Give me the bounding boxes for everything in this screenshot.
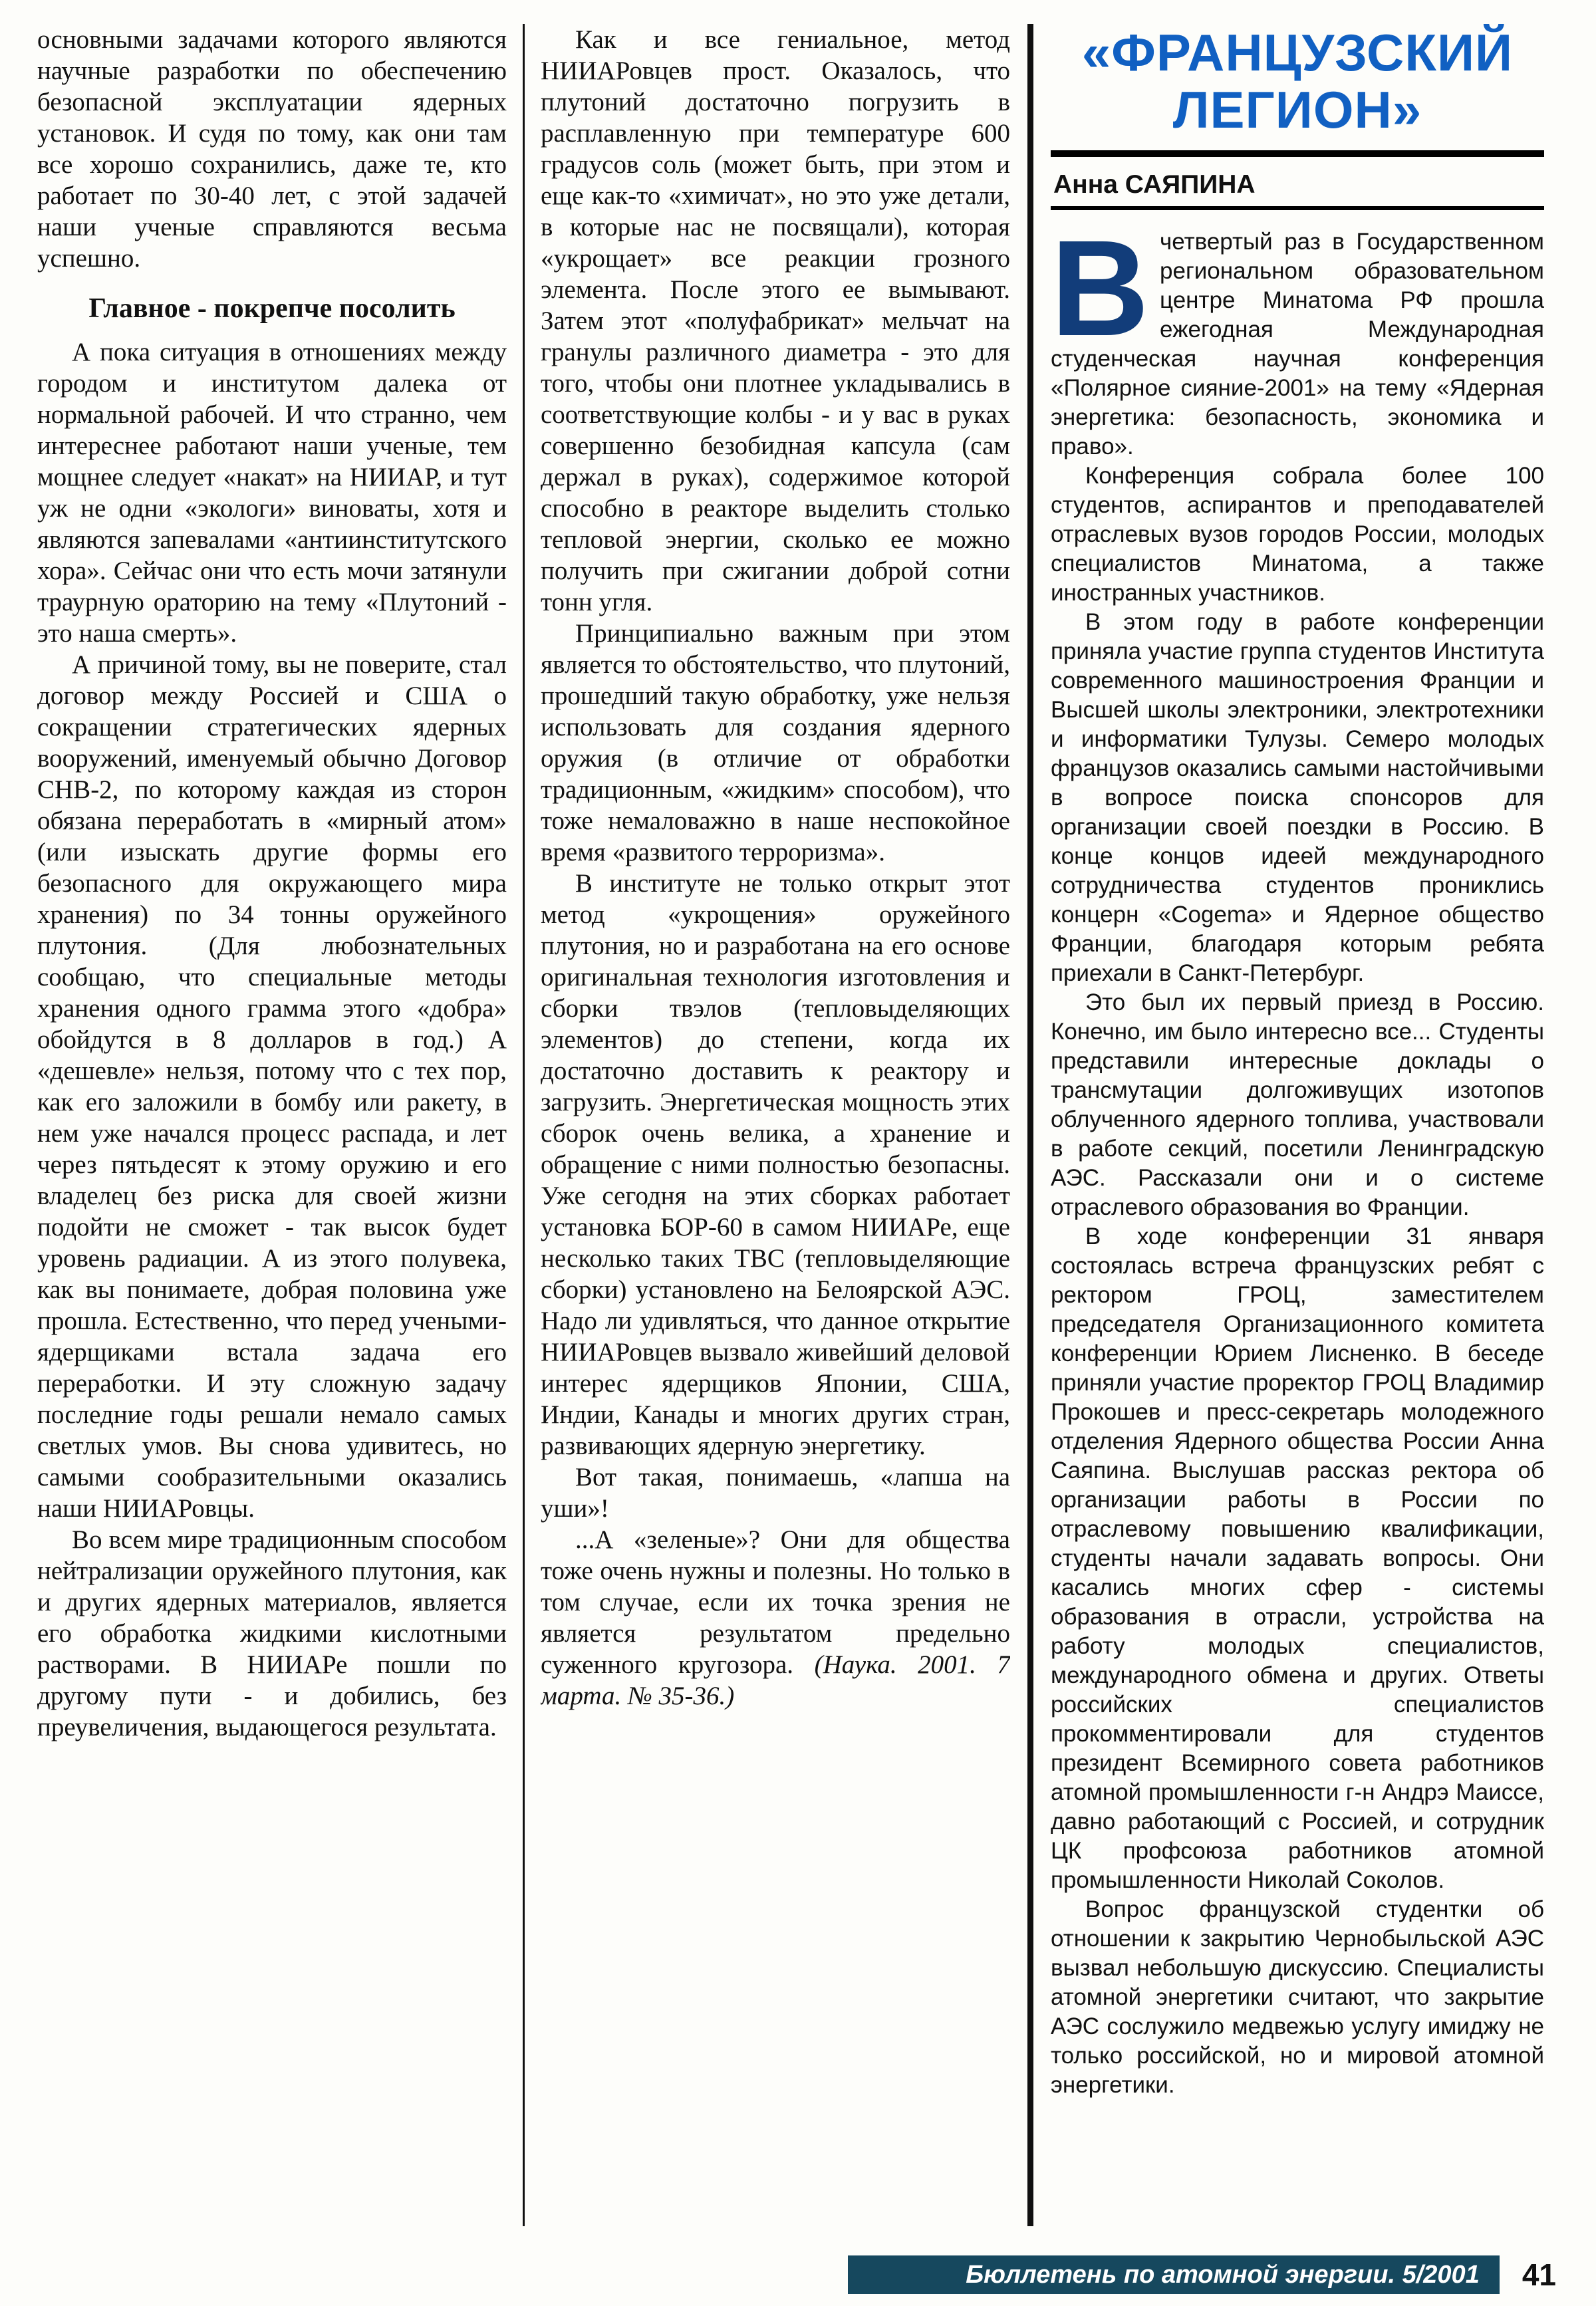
closing-paragraph: [541, 1524, 1010, 1712]
closing-text: ...А «зеленые»? Они для общества тоже очень нужны и полезны. Но только в том случае, если их точка зрения не является результатом предельно суженного кругозора.: [541, 1525, 1010, 1679]
paragraph: Конференция собрала более 100 студентов, аспирантов и преподавателей отраслевых вузов городов России, молодых специалистов Минатома, а также иностранных участников.: [1051, 463, 1544, 606]
column-divider-thick: [1027, 24, 1033, 2226]
author-byline: Анна САЯПИНА: [1053, 170, 1256, 199]
lead-paragraph: [1051, 212, 1544, 461]
byline-rule: [1051, 206, 1544, 210]
columns-container: [37, 24, 1557, 2226]
page-footer: [848, 2255, 1556, 2294]
paragraph: В ходе конференции 31 января состоялась встреча французских ребят с ректором ГРОЦ, заместителем председателя Организационного комитета конференции Юрием Лисненко. В беседе приняли участие проректор ГРОЦ Владимир Прокошев и пресс-секретарь молодежного отделения Ядерного общества России Анна Саяпина. Выслушав рассказ ректора об организации работы в России по отраслевому повышению квалификации, студенты начали задавать вопросы. Они касались многих сфер - системы образования в отрасли, устройства на работу молодых специалистов, международного обмена и других. Ответы российских специалистов прокомментировали для студентов президент Всемирного совета работников атомной промышленности г-н Андрэ Маиссе, давно работающий с Россией, и сотрудник ЦК профсоюза работников атомной промышленности Николай Соколов.: [1051, 1223, 1544, 1893]
article-title: «ФРАНЦУЗСКИЙ ЛЕГИОН»: [1081, 24, 1514, 139]
column-divider-thin: [523, 24, 525, 2226]
page-number: 41: [1522, 2257, 1556, 2292]
paragraph: Принципиально важным при этом является то обстоятельство, что плутоний, прошедший такую обработку, уже нельзя использовать для создания ядерного оружия (в отличие от обработки традиционным, «жидким» способом), что тоже немаловажно в наше неспокойное время «развитого терроризма».: [541, 619, 1010, 866]
paragraph: Как и все гениальное, метод НИИАРовцев прост. Оказалось, что плутоний достаточно погрузить в расплавленную при температуре 600 градусов соль (может быть, при этом и еще как-то «химичат», но это уже детали, в которые нас не посвящали), которая «укрощает» все реакции грозного элемента. После этого ее вымывают. Затем этот «полуфабрикат» мельчат на гранулы различного диаметра - это для того, чтобы они плотнее укладывались в соответствующие колбы - и у вас в руках совершенно безобидная капсула (сам держал в руках), содержимое которой способно в реакторе выделить столько тепловой энергии, сколько ее можно получить при сжигании доброй сотни тонн угля.: [541, 25, 1010, 616]
column-middle: [541, 24, 1010, 2226]
paragraph: основными задачами которого являются научные разработки по обеспечению безопасной эксплуатации ядерных установок. И судя по тому, как они там все хорошо сохранились, даже те, кто работает по 30-40 лет, с этой задачей наши ученые справляются весьма успешно.: [37, 25, 507, 273]
column-right: [1051, 24, 1544, 2226]
paragraph: В этом году в работе конференции приняла участие группа студентов Института современного машиностроения Франции и Высшей школы электроники, электротехники и информатики Тулузы. Семеро молодых французов оказались самыми настойчивыми в вопросе поиска спонсоров для организации своей поездки в Россию. В конце концов идеей международного сотрудничества студентов прониклись концерн «Cogema» и Ядерное общество Франции, благодаря которым ребята приехали в Санкт-Петербург.: [1051, 609, 1544, 986]
lead-text: четвертый раз в Государственном региональном образовательном центре Минатома РФ прошла ежегодная Международная студенческая научная конференция «Полярное сияние-2001» на тему «Ядерная энергетика: безопасность, экономика и право».: [1051, 229, 1544, 459]
column-left: [37, 24, 507, 2226]
title-rule: [1051, 150, 1544, 157]
drop-cap: В: [1051, 212, 1150, 364]
paragraph: А причиной тому, вы не поверите, стал договор между Россией и США о сокращении стратегических ядерных вооружений, именуемый обычно Договор СНВ-2, по которому каждая из сторон обязана переработать в «мирный атом» (или изыскать другие формы его безопасного для окружающего мира хранения) по 34 тонны оружейного плутония. (Для любознательных сообщаю, что специальные методы хранения одного грамма этого «добра» обойдутся в 8 долларов в год.) А «дешевле» нельзя, потому что с тех пор, как его заложили в бомбу или ракету, в нем уже начался процесс распада, и лет через пятьдесят к этому оружию и его владелец без риска для своей жизни подойти не сможет - так высок будет уровень радиации. А из этого полувека, как вы понимаете, добрая половина уже прошла. Естественно, что перед учеными-ядерщиками встала задача его переработки. И эту сложную задачу последние годы решали немало самых светлых умов. Вы снова удивитесь, но самыми сообразительными оказались наши НИИАРовцы.: [37, 650, 507, 1523]
paragraph: Это был их первый приезд в Россию. Конечно, им было интересно все... Студенты представили интересные доклады о трансмутации долгоживущих изотопов облученного ядерного топлива, участвовали в работе секций, посетили Ленинградскую АЭС. Рассказали они и о системе отраслевого образования во Франции.: [1051, 989, 1544, 1220]
paragraph: В институте не только открыт этот метод «укрощения» оружейного плутония, но и разработана на его основе оригинальная технология изготовления и сборки твэлов (тепловыделяющих элементов) до степени, когда их достаточно доставить к реактору и загрузить. Энергетическая мощность этих сборок очень велика, а хранение и обращение с ними полностью безопасны. Уже сегодня на этих сборках работает установка БОР-60 в самом НИИАРе, еще несколько таких ТВС (тепловыделяющие сборки) установлено на Белоярской АЭС. Надо ли удивляться, что данное открытие НИИАРовцев вызвало живейший деловой интерес ядерщиков Японии, США, Индии, Канады и многих других стран, развивающих ядерную энергетику.: [541, 869, 1010, 1460]
paragraph: Вот такая, понимаешь, «лапша на уши»!: [541, 1463, 1010, 1523]
paragraph: А пока ситуация в отношениях между городом и институтом далека от нормальной рабочей. И что странно, чем интереснее работают наши ученые, тем мощнее следует «накат» на НИИАР, и тут уж не одни «экологи» виноваты, хотя и являются запевалами «антиинститутского хора». Сейчас они что есть мочи затянули траурную ораторию на тему «Плутоний - это наша смерть».: [37, 338, 507, 648]
paragraph: Во всем мире традиционным способом нейтрализации оружейного плутония, как и других ядерных материалов, является его обработка жидкими кислотными растворами. В НИИАРе пошли по другому пути - и добились, без преувеличения, выдающегося результата.: [37, 1525, 507, 1741]
footer-banner: Бюллетень по атомной энергии. 5/2001: [848, 2255, 1500, 2294]
source-citation: (Наука. 2001. 7 марта. № 35-36.): [541, 1650, 1010, 1710]
section-heading: Главное - покрепче посолить: [88, 293, 456, 324]
paragraph: Вопрос французской студентки об отношении к закрытию Чернобыльской АЭС вызвал небольшую дискуссию. Специалисты атомной энергетики считают, что закрытие АЭС сослужило медвежью услугу имиджу не только российской, но и мировой атомной энергетики.: [1051, 1896, 1544, 2098]
